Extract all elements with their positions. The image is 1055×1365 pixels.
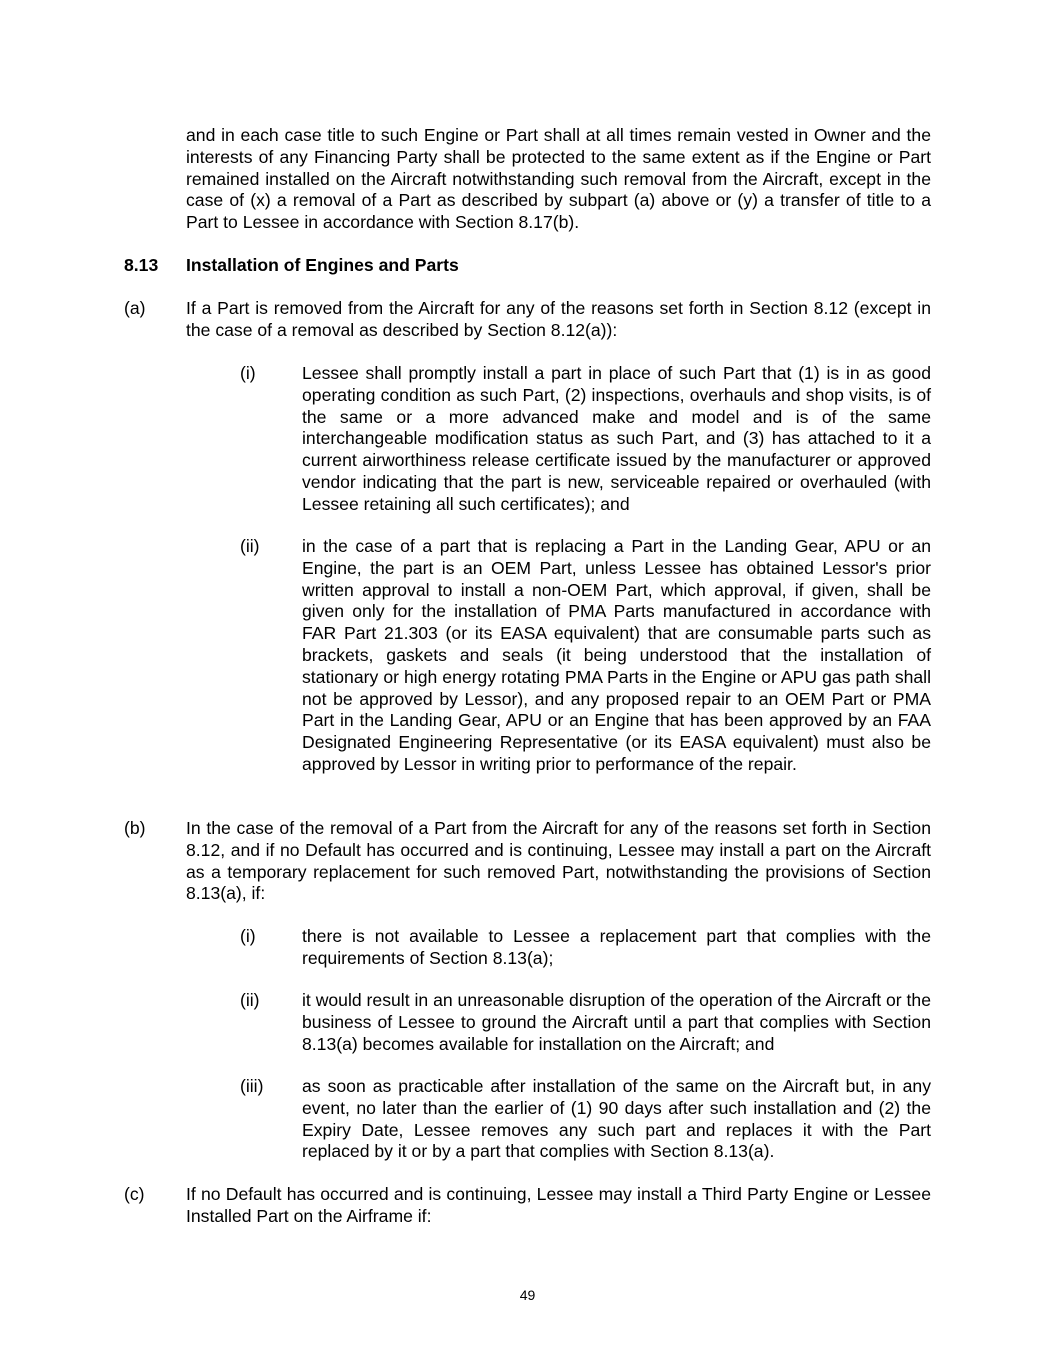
clause-a-ii-text: in the case of a part that is replacing a Part in the Landing Gear, APU or an Engine, the part is an OEM Part, unless Lessee has obtained Lessor's prior written approval to install a non-OEM Part, which approval, if given, shall be given only for the installation of PMA Parts manufactured in accordance with FAR Part 21.303 (or its EASA equivalent) that are consumable parts such as brackets, gaskets and seals (it being understood that the installation of stationary or high energy rotating PMA Parts in the Engine or APU gas path shall not be approved by Lessor), and any proposed repair to an OEM Part or PMA Part in the Landing Gear, APU or an Engine that has been approved by an FAA Designated Engineering Representative (or its EASA equivalent) must also be approved by Lessor in writing prior to performance of the repair. (302, 536, 931, 774)
clause-a-label: (a) (124, 298, 146, 318)
clause-a (124, 298, 931, 342)
clause-c-text: If no Default has occurred and is continuing, Lessee may install a Third Party Engine or Lessee Installed Part on the Airframe if: (186, 1184, 931, 1226)
section-title: Installation of Engines and Parts (186, 255, 459, 275)
clause-b-i (240, 926, 931, 970)
clause-a-ii (240, 536, 931, 776)
clause-b-iii (240, 1076, 931, 1163)
clause-b-i-label: (i) (240, 926, 256, 946)
page-number: 49 (519, 1287, 536, 1303)
clause-b-label: (b) (124, 818, 146, 838)
clause-a-i-label: (i) (240, 363, 256, 383)
section-heading (124, 255, 459, 277)
clause-b-ii-label: (ii) (240, 990, 260, 1010)
clause-b (124, 818, 931, 905)
clause-b-iii-text: as soon as practicable after installation of the same on the Aircraft but, in any event, no later than the earlier of (1) 90 days after such installation and (2) the Expiry Date, Lessee removes any such part and replaces it with the Part replaced by it or by a part that complies with Section 8.13(a). (302, 1076, 931, 1162)
clause-b-i-text: there is not available to Lessee a replacement part that complies with the requirements of Section 8.13(a); (302, 926, 931, 968)
clause-c (124, 1184, 931, 1228)
clause-c-label: (c) (124, 1184, 145, 1204)
clause-b-ii-text: it would result in an unreasonable disruption of the operation of the Aircraft or the business of Lessee to ground the Aircraft until a part that complies with Section 8.13(a) becomes available for installation on the Aircraft; and (302, 990, 931, 1054)
clause-b-iii-label: (iii) (240, 1076, 264, 1096)
intro-paragraph: and in each case title to such Engine or Part shall at all times remain vested in Owner and the interests of any Financing Party shall be protected to the same extent as if the Engine or Part remained installed on the Aircraft notwithstanding such removal from the Aircraft, except in the case of (x) a removal of a Part as described by subpart (a) above or (y) a transfer of title to a Part to Lessee in accordance with Section 8.17(b). (186, 125, 931, 233)
section-number: 8.13 (124, 255, 159, 275)
clause-b-text: In the case of the removal of a Part from the Aircraft for any of the reasons set forth in Section 8.12, and if no Default has occurred and is continuing, Lessee may install a part on the Aircraft as a temporary replacement for such removed Part, notwithstanding the provisions of Section 8.13(a), if: (186, 818, 931, 904)
clause-a-i (240, 363, 931, 516)
clause-a-ii-label: (ii) (240, 536, 260, 556)
clause-a-text: If a Part is removed from the Aircraft for any of the reasons set forth in Section 8.12 (except in the case of a removal as described by Section 8.12(a)): (186, 298, 931, 340)
clause-b-ii (240, 990, 931, 1055)
clause-a-i-text: Lessee shall promptly install a part in place of such Part that (1) is in as good operating condition as such Part, (2) inspections, overhauls and shop visits, is of the same or a more advanced make and model and is of the same interchangeable modification status as such Part, and (3) has attached to it a current airworthiness release certificate issued by the manufacturer or approved vendor indicating that the part is new, serviceable repaired or overhauled (with Lessee retaining all such certificates); and (302, 363, 931, 514)
